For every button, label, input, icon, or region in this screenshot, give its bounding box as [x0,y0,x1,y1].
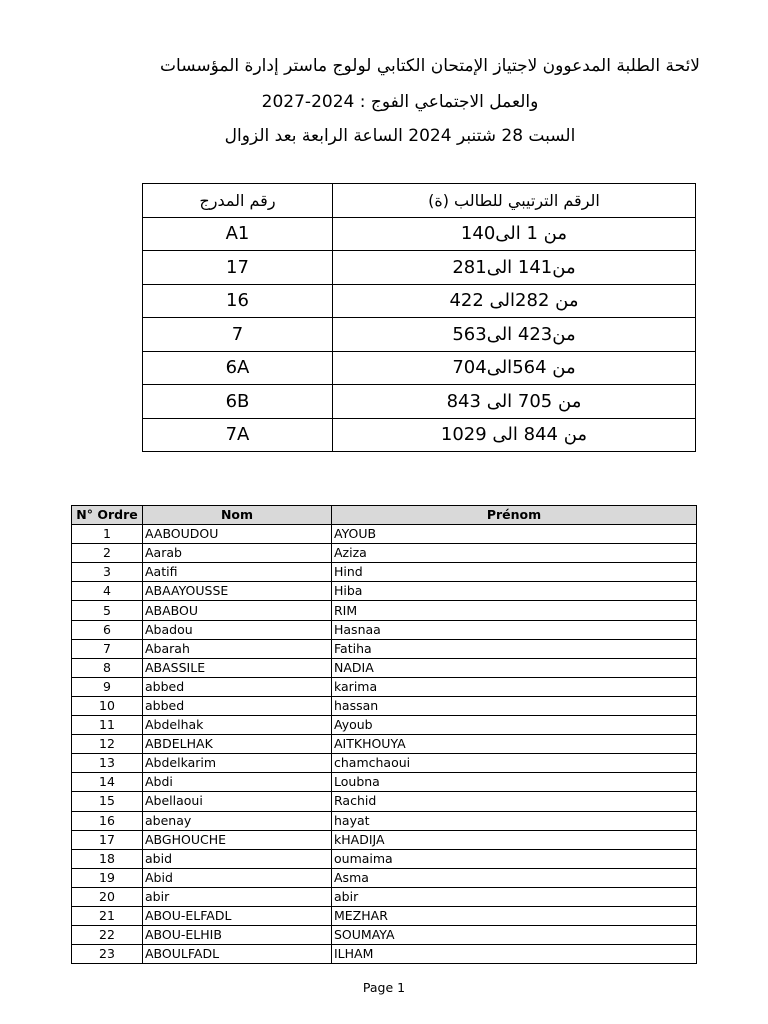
page-number: Page 1 [362,980,406,995]
nom-cell: ABABOU [143,601,332,620]
prenom-cell: kHADIJA [332,830,697,849]
student-range-cell: من 705 الى 843 [332,385,695,419]
prenom-cell: Asma [332,868,697,887]
student-range-cell: من 844 الى 1029 [332,418,695,452]
hall-table-body [143,217,696,452]
order-cell: 7 [72,639,143,658]
order-cell: 12 [72,735,143,754]
header-order: N° Ordre [72,506,143,525]
prenom-cell: Hiba [332,582,697,601]
order-cell: 21 [72,906,143,925]
hall-number-cell: 16 [143,284,333,318]
hall-number-cell: 6B [143,385,333,419]
prenom-cell: chamchaoui [332,754,697,773]
header-hall-number: رقم المدرج [143,184,333,218]
table-row [72,716,697,735]
hall-assignment-table [142,183,696,452]
order-cell: 3 [72,563,143,582]
order-cell: 16 [72,811,143,830]
table-row [72,754,697,773]
table-row [72,582,697,601]
prenom-cell: hassan [332,696,697,715]
table-row [72,544,697,563]
hall-number-cell: 7A [143,418,333,452]
student-range-cell: من423 الى563 [332,318,695,352]
table-row [72,868,697,887]
nom-cell: Abid [143,868,332,887]
student-range-cell: من141 الى281 [332,251,695,285]
hall-number-cell: 17 [143,251,333,285]
nom-cell: Abdelhak [143,716,332,735]
hall-table-row [143,351,696,385]
hall-number-cell: 7 [143,318,333,352]
nom-cell: ABOU-ELHIB [143,926,332,945]
table-row [72,563,697,582]
nom-cell: abir [143,887,332,906]
nom-cell: Abellaoui [143,792,332,811]
table-row [72,677,697,696]
document-title-line-3: السبت 28 شتنبر 2024 الساعة الرابعة بعد الزوال [224,126,576,146]
table-row [72,658,697,677]
order-cell: 22 [72,926,143,945]
table-row [72,525,697,544]
header-nom: Nom [143,506,332,525]
order-cell: 8 [72,658,143,677]
prenom-cell: MEZHAR [332,906,697,925]
nom-cell: Abdi [143,773,332,792]
prenom-cell: SOUMAYA [332,926,697,945]
prenom-cell: ILHAM [332,945,697,964]
table-row [72,849,697,868]
nom-cell: ABDELHAK [143,735,332,754]
order-cell: 23 [72,945,143,964]
nom-cell: ABASSILE [143,658,332,677]
prenom-cell: Aziza [332,544,697,563]
prenom-cell: AYOUB [332,525,697,544]
nom-cell: ABAAYOUSSE [143,582,332,601]
prenom-cell: Loubna [332,773,697,792]
hall-number-cell: 6A [143,351,333,385]
nom-cell: ABOULFADL [143,945,332,964]
order-cell: 10 [72,696,143,715]
hall-table-header-row [143,184,696,218]
student-range-cell: من 564الى704 [332,351,695,385]
order-cell: 1 [72,525,143,544]
table-row [72,887,697,906]
hall-table-row [143,284,696,318]
hall-table-row [143,418,696,452]
hall-table-row [143,318,696,352]
order-cell: 13 [72,754,143,773]
order-cell: 4 [72,582,143,601]
order-cell: 11 [72,716,143,735]
table-row [72,906,697,925]
table-row [72,792,697,811]
prenom-cell: hayat [332,811,697,830]
prenom-cell: Rachid [332,792,697,811]
order-cell: 6 [72,620,143,639]
student-range-cell: من 1 الى140 [332,217,695,251]
order-cell: 15 [72,792,143,811]
nom-cell: Aarab [143,544,332,563]
nom-cell: Abdelkarim [143,754,332,773]
table-row [72,620,697,639]
student-table-body [72,525,697,964]
nom-cell: abbed [143,696,332,715]
document-title-line-1: لائحة الطلبة المدعوون لاجتياز الإمتحان الكتابي لولوج ماستر إدارة المؤسسات [160,56,700,76]
order-cell: 14 [72,773,143,792]
prenom-cell: Ayoub [332,716,697,735]
nom-cell: ABOU-ELFADL [143,906,332,925]
hall-table-row [143,251,696,285]
nom-cell: ABGHOUCHE [143,830,332,849]
document-title-line-2: والعمل الاجتماعي الفوج : 2024-2027 [261,92,539,112]
table-row [72,926,697,945]
table-row [72,639,697,658]
table-row [72,830,697,849]
hall-number-cell: A1 [143,217,333,251]
prenom-cell: Hind [332,563,697,582]
nom-cell: Abarah [143,639,332,658]
nom-cell: Abadou [143,620,332,639]
nom-cell: abenay [143,811,332,830]
table-row [72,811,697,830]
prenom-cell: Hasnaa [332,620,697,639]
order-cell: 5 [72,601,143,620]
table-row [72,945,697,964]
order-cell: 18 [72,849,143,868]
table-row [72,735,697,754]
hall-table-row [143,217,696,251]
table-row [72,696,697,715]
prenom-cell: abir [332,887,697,906]
nom-cell: abbed [143,677,332,696]
prenom-cell: RIM [332,601,697,620]
prenom-cell: karima [332,677,697,696]
prenom-cell: NADIA [332,658,697,677]
prenom-cell: Fatiha [332,639,697,658]
student-list-table [71,505,697,964]
order-cell: 17 [72,830,143,849]
header-prenom: Prénom [332,506,697,525]
prenom-cell: AITKHOUYA [332,735,697,754]
order-cell: 9 [72,677,143,696]
order-cell: 19 [72,868,143,887]
table-row [72,773,697,792]
student-table-header-row [72,506,697,525]
hall-table-row [143,385,696,419]
nom-cell: Aatifi [143,563,332,582]
nom-cell: abid [143,849,332,868]
nom-cell: AABOUDOU [143,525,332,544]
header-student-range: الرقم الترتيبي للطالب (ة) [332,184,695,218]
order-cell: 20 [72,887,143,906]
table-row [72,601,697,620]
student-range-cell: من 282الى 422 [332,284,695,318]
prenom-cell: oumaima [332,849,697,868]
order-cell: 2 [72,544,143,563]
